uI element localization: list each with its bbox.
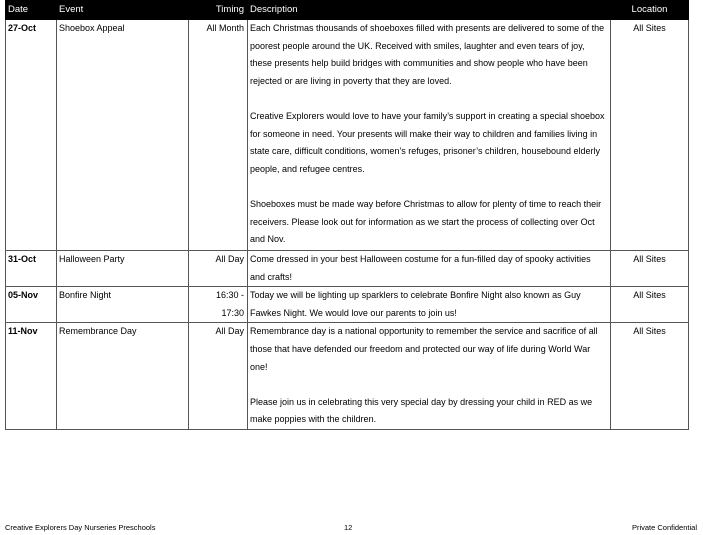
row-timing: All Day — [189, 251, 248, 287]
footer-organization: Creative Explorers Day Nurseries Preschools — [5, 523, 156, 532]
row-date: 27-Oct — [6, 20, 57, 251]
row-description — [248, 287, 611, 323]
page-number: 12 — [344, 523, 353, 532]
row-location: All Sites — [611, 287, 689, 323]
row-event: Bonfire Night — [57, 287, 189, 323]
table-row — [6, 20, 689, 251]
description-paragraph: Remembrance day is a national opportunity to remember the service and sacrifice of all those that have defended our freedom and protected our way of life during World War one! — [250, 326, 598, 372]
row-event: Halloween Party — [57, 251, 189, 287]
header-event: Event — [57, 1, 189, 20]
row-timing: All Month — [189, 20, 248, 251]
table-row — [6, 251, 689, 287]
row-description — [248, 251, 611, 287]
row-description — [248, 20, 611, 251]
header-location: Location — [611, 1, 689, 20]
description-paragraph: Come dressed in your best Halloween costume for a fun-filled day of spooky activities and crafts! — [250, 254, 591, 282]
row-date: 05-Nov — [6, 287, 57, 323]
footer-confidential: Private Confidential — [631, 523, 697, 532]
description-paragraph: Shoeboxes must be made way before Christmas to allow for plenty of time to reach their receivers. Please look out for information as we start the process of collecting over Oct and Nov. — [250, 198, 602, 245]
row-date: 11-Nov — [6, 323, 57, 430]
header-date: Date — [6, 1, 57, 20]
header-description: Description — [248, 1, 611, 20]
row-event: Remembrance Day — [57, 323, 189, 430]
row-event: Shoebox Appeal — [57, 20, 189, 251]
table-header-row — [6, 1, 689, 20]
row-timing: All Day — [189, 323, 248, 430]
description-paragraph: Today we will be lighting up sparklers to celebrate Bonfire Night also known as Guy Fawkes Night. We would love our parents to join us! — [250, 290, 581, 318]
header-timing: Timing — [189, 1, 248, 20]
row-date: 31-Oct — [6, 251, 57, 287]
row-description — [248, 323, 611, 430]
row-location: All Sites — [611, 20, 689, 251]
row-location: All Sites — [611, 323, 689, 430]
table-row — [6, 287, 689, 323]
events-table — [5, 0, 689, 430]
table-row — [6, 323, 689, 430]
description-paragraph: Please join us in celebrating this very special day by dressing your child in RED as we make poppies with the children. — [250, 396, 593, 425]
row-location: All Sites — [611, 251, 689, 287]
description-paragraph: Each Christmas thousands of shoeboxes filled with presents are delivered to some of the poorest people around the UK. Received with smiles, laughter and even tears of joy, these presents help build bridges with communities and show people who have been rejected or are living in poverty that they are loved. — [250, 23, 605, 86]
description-paragraph: Creative Explorers would love to have your family’s support in creating a special shoebox for someone in need. Your presents will make their way to children and families living in state care, difficult conditions, women’s refuges, prisoner’s children, housebound elderly people, and refugee centres. — [250, 110, 605, 174]
row-timing: 16:30 - 17:30 — [189, 287, 248, 323]
